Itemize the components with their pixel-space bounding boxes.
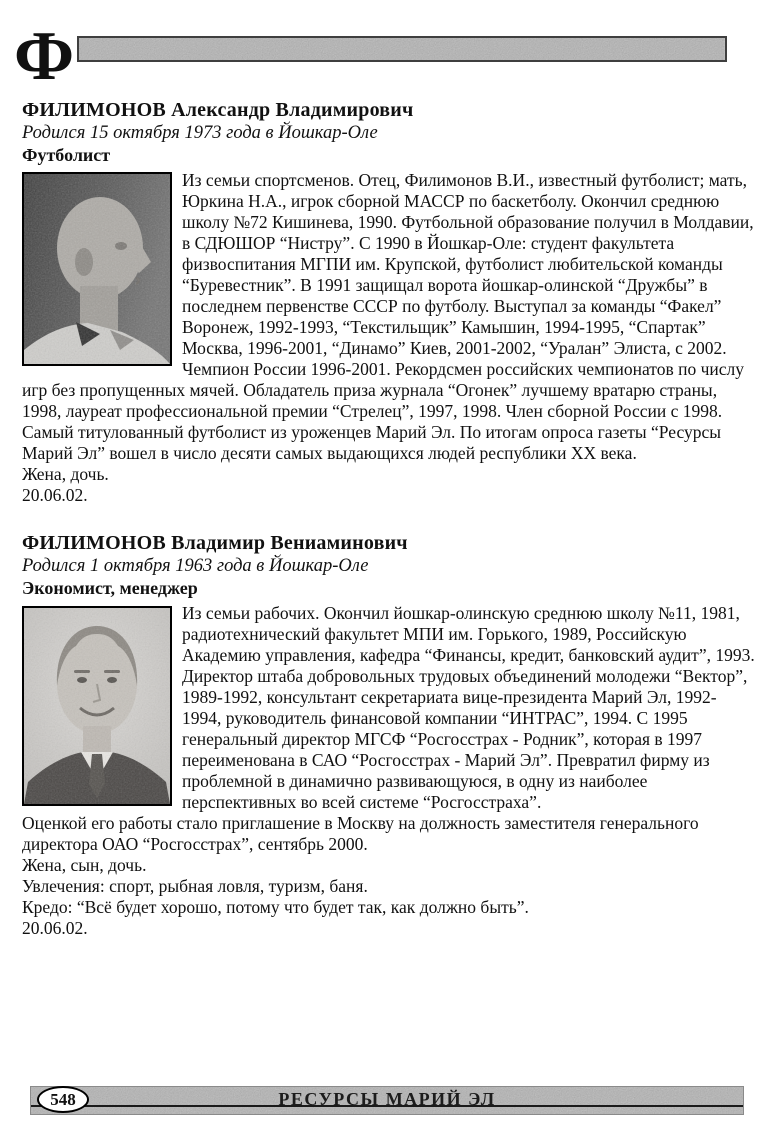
entry-bio <box>22 170 755 506</box>
entry-name: ФИЛИМОНОВ Владимир Вениаминович <box>22 532 408 555</box>
date-line: 20.06.02. <box>22 485 88 506</box>
bio-paragraph: Оценкой его работы стало приглашение в Москву на должность заместителя генерального директора ОАО “Росгосстрах”, сентябрь 2000. <box>22 813 699 855</box>
family-line: Жена, дочь. <box>22 464 109 485</box>
bio-paragraph: Из семьи рабочих. Окончил йошкар-олинскую среднюю школу №11, 1981, радиотехнический факультет МПИ им. Горького, 1989, Российскую Академию управления, кафедра “Финансы, кредит, банковский аудит”, 1993. <box>182 603 755 666</box>
footer-bar <box>30 1086 744 1115</box>
entry-profession: Футболист <box>22 145 111 166</box>
family-line: Жена, сын, дочь. <box>22 855 147 876</box>
entry-birth-line: Родился 1 октября 1963 года в Йошкар-Оле <box>22 556 369 577</box>
entry-birth-line: Родился 15 октября 1973 года в Йошкар-Оле <box>22 123 378 144</box>
section-header <box>0 0 777 95</box>
page-number-badge: 548 <box>37 1086 89 1113</box>
portrait-photo-goalkeeper <box>22 172 172 366</box>
section-divider-bar <box>77 36 727 62</box>
portrait-photo-economist <box>22 606 172 806</box>
footer-book-title: РЕСУРСЫ МАРИЙ ЭЛ <box>278 1089 496 1109</box>
date-line: 20.06.02. <box>22 918 88 939</box>
entry-profession: Экономист, менеджер <box>22 578 198 599</box>
bio-paragraph: Директор штаба добровольных трудовых объединений молодежи “Вектор”, 1989-1992, консультант секретариата вице-президента Марий Эл, 1992-1994, руководитель финансовой компании “ИНТРАС”, 1994. С 1995 генеральный директор МГСФ “Росгосстрах - Родник”, которая в 1997 переименована в САО “Росгосстрах - Марий Эл”. Превратил фирму из проблемной в динамично развивающуюся, в одну из наиболее перспективных во всей системе “Росгосстраха”. <box>182 666 748 813</box>
section-letter: Ф <box>14 18 73 95</box>
page-content <box>0 99 777 939</box>
entry-filimonov-alexander <box>22 99 755 506</box>
entry-name: ФИЛИМОНОВ Александр Владимирович <box>22 99 414 122</box>
entry-bio <box>22 603 755 939</box>
entry-filimonov-vladimir <box>22 532 755 939</box>
credo-line: Кредо: “Всё будет хорошо, потому что будет так, как должно быть”. <box>22 897 529 918</box>
bio-paragraph: Из семьи спортсменов. Отец, Филимонов В.И., известный футболист; мать, Юркина Н.А., игрок сборной МАССР по баскетболу. Окончил среднюю школу №72 Кишинева, 1990. Футбольной образование получил в Молдавии, в СДЮШОР “Нистру”. С 1990 в Йошкар-Оле: студент факультета физвоспитания МГПИ им. Крупской, футболист любительской команды “Буревестник”. В 1991 защищал ворота йошкар-олинской “Дружбы” в последнем первенстве СССР по футболу. Выступал за команды “Факел” Воронеж, 1992-1993, “Текстильщик” Камышин, 1994-1995, “Спартак” Москва, 1996-2001, “Динамо” Киев, 2001-2002, “Уралан” Элиста, с 2002. Чемпион России 1996-2001. Рекордсмен российских чемпионатов по числу игр без пропущенных мячей. Обладатель приза журнала “Огонек” лучшему вратарю страны, 1998, лауреат профессиональной премии “Стрелец”, 1997, 1998. Член сборной России с 1998. Самый титулованный футболист из уроженцев Марий Эл. По итогам опроса газеты “Ресурсы Марий Эл” вошел в число десяти самых выдающихся людей республики XX века. <box>22 170 754 464</box>
hobbies-line: Увлечения: спорт, рыбная ловля, туризм, баня. <box>22 876 368 897</box>
